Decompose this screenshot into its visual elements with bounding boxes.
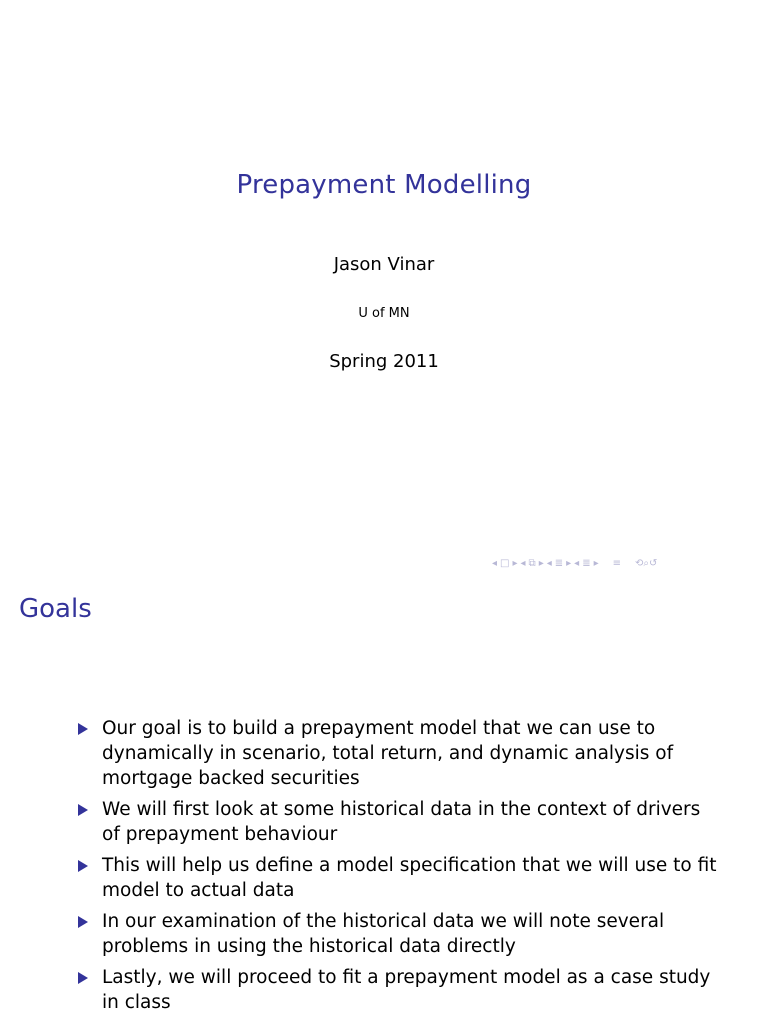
nav-left-arrow-icon[interactable]: ◂: [492, 558, 498, 569]
triangle-bullet-icon: [78, 972, 88, 984]
list-item: Lastly, we will proceed to fit a prepayment model as a case study in class: [78, 965, 718, 1015]
triangle-bullet-icon: [78, 804, 88, 816]
triangle-bullet-icon: [78, 860, 88, 872]
goals-slide: [0, 576, 768, 1024]
beamer-navigation-bar: [492, 557, 762, 571]
nav-left-arrow-icon[interactable]: ◂: [520, 558, 526, 569]
subsection-icon[interactable]: ⧉: [528, 558, 536, 569]
section-icon[interactable]: ≣: [582, 558, 591, 569]
nav-right-arrow-icon[interactable]: ▸: [566, 558, 572, 569]
align-icon[interactable]: ≡: [612, 558, 622, 569]
frame-title: Goals: [19, 594, 92, 624]
list-item: This will help us define a model specification that we will use to fit model to actual data: [78, 853, 718, 903]
list-item: Our goal is to build a prepayment model that we can use to dynamically in scenario, total return, and dynamic analysis of mortgage backed securities: [78, 716, 718, 791]
goals-list: [78, 716, 718, 1021]
frame-icon[interactable]: □: [500, 558, 510, 569]
nav-left-arrow-icon[interactable]: ◂: [574, 558, 580, 569]
nav-right-arrow-icon[interactable]: ▸: [593, 558, 599, 569]
nav-right-arrow-icon[interactable]: ▸: [538, 558, 544, 569]
list-item: In our examination of the historical data we will note several problems in using the historical data directly: [78, 909, 718, 959]
triangle-bullet-icon: [78, 723, 88, 735]
presentation-date: Spring 2011: [329, 351, 439, 372]
triangle-bullet-icon: [78, 916, 88, 928]
nav-right-arrow-icon[interactable]: ▸: [512, 558, 518, 569]
section-icon[interactable]: ≣: [554, 558, 564, 569]
search-icon[interactable]: ⟲⌕↺: [635, 558, 658, 569]
institution: U of MN: [358, 306, 410, 321]
list-item: We will first look at some historical data in the context of drivers of prepayment behaviour: [78, 797, 718, 847]
nav-left-arrow-icon[interactable]: ◂: [546, 558, 552, 569]
presentation-title: Prepayment Modelling: [236, 170, 532, 200]
author-name: Jason Vinar: [333, 254, 435, 275]
